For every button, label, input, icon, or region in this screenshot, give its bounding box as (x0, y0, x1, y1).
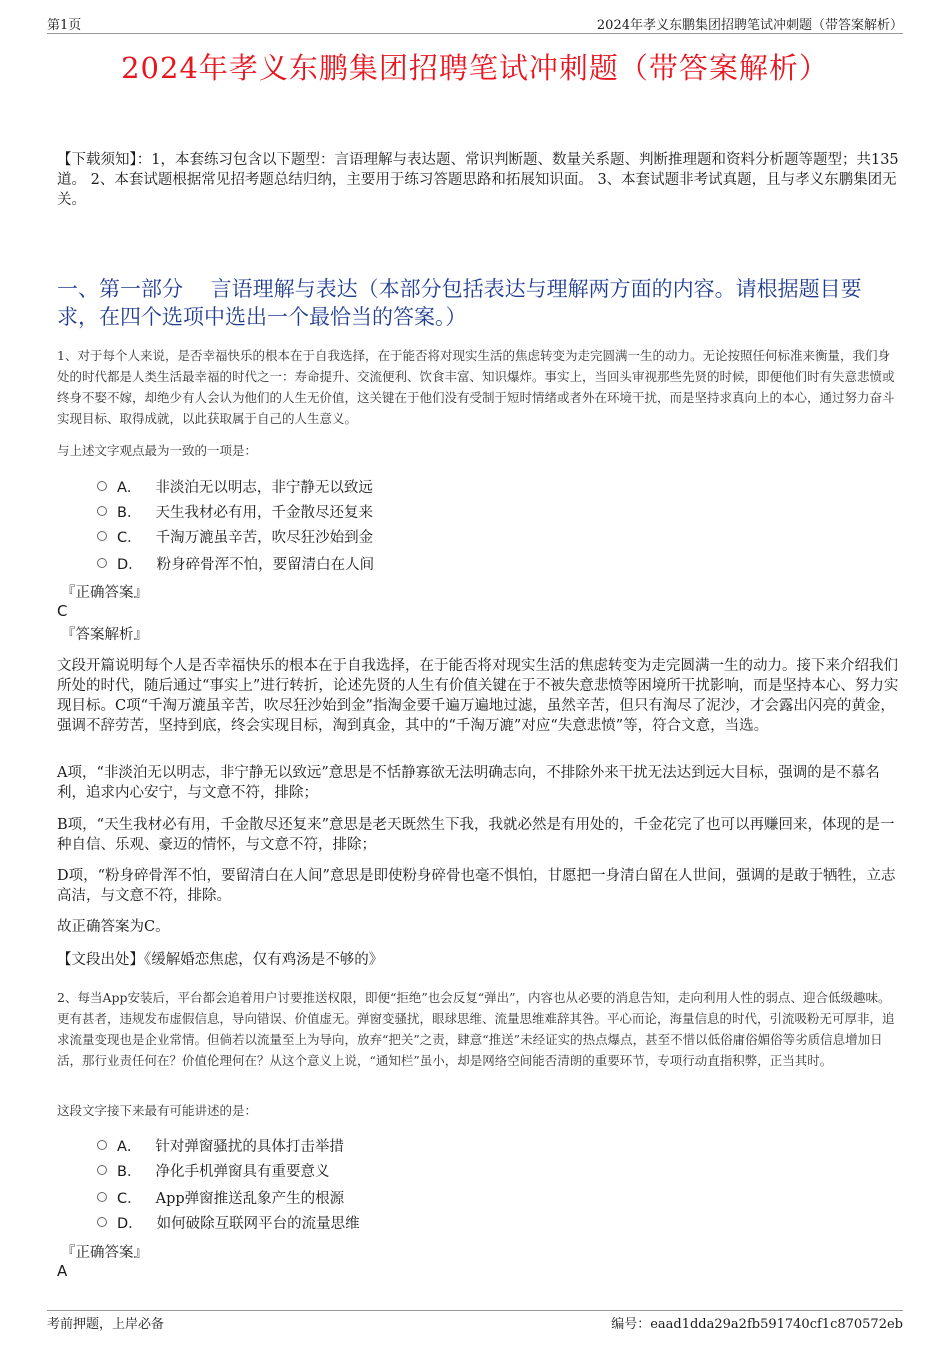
page-title: 2024年孝义东鹏集团招聘笔试冲刺题（带答案解析） (121, 51, 829, 85)
option-letter: A． (117, 479, 142, 496)
q2-option-c[interactable] (97, 1186, 344, 1208)
radio-icon[interactable] (97, 1217, 107, 1227)
section-heading: 一、第一部分 言语理解与表达（本部分包括表达与理解两方面的内容。请根据题目要求，在四个选项中选出一个最恰当的答案。） (57, 277, 862, 329)
footer-slogan: 考前押题，上岸必备 (47, 1317, 165, 1332)
question-1-text: 1、对于每个人来说，是否幸福快乐的根本在于自我选择，在于能否将对现实生活的焦虑转变为走完圆满一生的动力。无论按照任何标准来衡量，我们身处的时代都是人类生活最幸福的时代之一：寿命提升、交流便利、饮食丰富、知识爆炸。事实上，当回头审视那些先贤的时候，即便他们时有失意悲愤或终身不娶不嫁，却绝少有人会认为他们的人生无价值，这关键在于他们没有受制于短时情绪或者外在环境干扰，而是坚持求真向上的本心，通过努力奋斗实现目标、取得成就，以此获取属于自己的人生意义。 (57, 348, 895, 426)
q2-option-b[interactable] (97, 1159, 329, 1181)
q1-analysis-d: D项，“粉身碎骨浑不怕，要留清白在人间”意思是即使粉身碎骨也毫不惧怕，甘愿把一身清白留在人世间，强调的是敢于牺牲，立志高洁，与文意不符，排除。 (57, 868, 896, 904)
page-number: 第1页 (47, 18, 82, 33)
footer-doc-id: 编号：eaad1dda29a2fb591740cf1c870572eb (611, 1317, 903, 1332)
option-text: 针对弹窗骚扰的具体打击举措 (155, 1138, 344, 1155)
question-2-prompt: 这段文字接下来最有可能讲述的是： (57, 1103, 258, 1118)
q1-answer: C (57, 602, 68, 620)
radio-icon[interactable] (97, 531, 107, 541)
option-text: 净化手机弹窗具有重要意义 (155, 1163, 330, 1180)
radio-icon[interactable] (97, 481, 107, 491)
option-letter: C． (117, 1190, 142, 1207)
q2-answer: A (57, 1262, 68, 1280)
q1-option-b[interactable] (97, 500, 373, 522)
option-text: 千淘万漉虽辛苦，吹尽狂沙始到金 (155, 529, 374, 546)
question-2-text: 2、每当App安装后，平台都会追着用户讨要推送权限，即便“拒绝”也会反复“弹出”，内容也从必要的消息告知，走向利用人性的弱点、迎合低级趣味。更有甚者，违规发布虚假信息，导向错误、价值虚无。弹窗变骚扰，眼球思维、流量思维难辞其咎。平心而论，海量信息的时代，引流吸粉无可厚非，追求流量变现也是企业常情。但倘若以流量至上为导向，放弃“把关”之责，肆意“推送”未经证实的热点爆点，甚至不惜以低俗庸俗媚俗等劣质信息增加日活，那行业责任何在？价值伦理何在？从这个意义上说，“通知栏”虽小，却是网络空间能否清朗的重要环节，专项行动直指积弊，正当其时。 (57, 990, 895, 1068)
q1-source: 【文段出处】《缓解婚恋焦虑，仅有鸡汤是不够的》 (57, 952, 384, 968)
option-text: 非淡泊无以明志，非宁静无以致远 (155, 479, 373, 496)
q1-option-c[interactable] (97, 525, 373, 547)
radio-icon[interactable] (97, 1192, 107, 1202)
question-1-prompt: 与上述文字观点最为一致的一项是： (57, 443, 258, 458)
q1-analysis-main: 文段开篇说明每个人是否幸福快乐的根本在于自我选择，在于能否将对现实生活的焦虑转变为走完圆满一生的动力。接下来介绍我们所处的时代，随后通过“事实上”进行转折，论述先贤的人生有价值关键在于不被失意悲愤等困境所干扰影响，而是坚持本心、努力实现目标。C项“千淘万漉虽辛苦，吹尽狂沙始到金”指淘金要千遍万遍地过滤，虽然辛苦，但只有淘尽了泥沙，才会露出闪亮的黄金，强调不辞劳苦，坚持到底，终会实现目标，淘到真金，其中的“千淘万漉”对应“失意悲愤”等，符合文意，当选。 (57, 658, 899, 734)
header-divider (47, 33, 903, 34)
q1-answer-label: 『正确答案』 (61, 585, 148, 601)
option-text: 天生我材必有用，千金散尽还复来 (155, 504, 373, 521)
q1-option-a[interactable] (97, 475, 373, 497)
option-text: 粉身碎骨浑不怕，要留清白在人间 (156, 556, 375, 573)
q1-analysis-label: 『答案解析』 (61, 627, 148, 643)
option-text: App弹窗推送乱象产生的根源 (155, 1190, 345, 1207)
radio-icon[interactable] (97, 1140, 107, 1150)
radio-icon[interactable] (97, 558, 107, 568)
download-notice: 【下载须知】：1，本套练习包含以下题型：言语理解与表达题、常识判断题、数量关系题、判断推理题和资料分析题等题型；共135道。 2、本套试题根据常见招考题总结归纳，主要用于练习答题思路和拓展知识面。 3、本套试题非考试真题，且与孝义东鹏集团无关。 (57, 152, 899, 208)
header-doc-title: 2024年孝义东鹏集团招聘笔试冲刺题（带答案解析） (596, 18, 903, 33)
q1-option-d[interactable] (97, 552, 374, 574)
option-text: 如何破除互联网平台的流量思维 (156, 1215, 360, 1232)
radio-icon[interactable] (97, 1165, 107, 1175)
q1-conclusion: 故正确答案为C。 (57, 919, 170, 935)
radio-icon[interactable] (97, 506, 107, 516)
option-letter: D． (117, 1215, 143, 1232)
q2-option-d[interactable] (97, 1211, 360, 1233)
option-letter: C． (117, 529, 142, 546)
footer-divider (47, 1310, 903, 1311)
q2-option-a[interactable] (97, 1134, 344, 1156)
option-letter: B． (117, 1163, 142, 1180)
option-letter: A． (117, 1138, 142, 1155)
q1-analysis-b: B项，“天生我材必有用，千金散尽还复来”意思是老天既然生下我，我就必然是有用处的，千金花完了也可以再赚回来，体现的是一种自信、乐观、豪迈的情怀，与文意不符，排除； (57, 817, 895, 853)
q1-analysis-a: A项，“非淡泊无以明志，非宁静无以致远”意思是不恬静寡欲无法明确志向，不排除外来干扰无法达到远大目标，强调的是不慕名利，追求内心安宁，与文意不符，排除； (57, 765, 880, 801)
option-letter: D． (117, 556, 143, 573)
q2-answer-label: 『正确答案』 (61, 1245, 148, 1261)
option-letter: B． (117, 504, 142, 521)
